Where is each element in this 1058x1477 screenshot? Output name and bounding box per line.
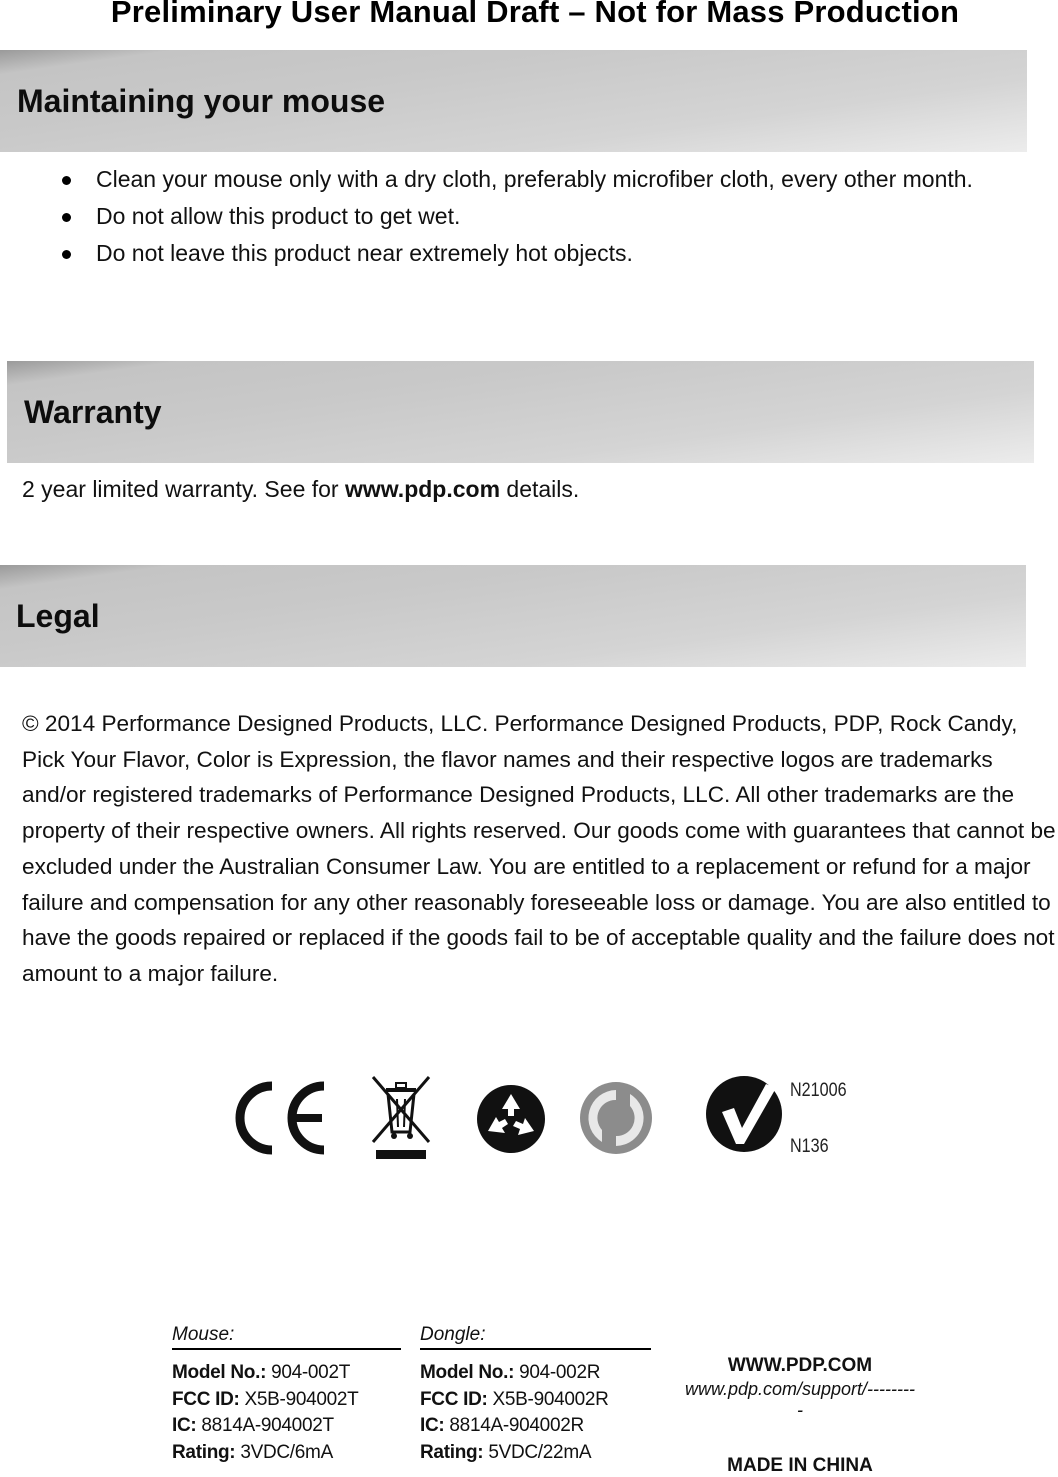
ic-label: IC:: [420, 1415, 445, 1436]
maintaining-header: [0, 50, 1027, 152]
warranty-text-after: details.: [500, 476, 580, 502]
dongle-ic-row: [420, 1413, 651, 1440]
document-title: Preliminary User Manual Draft – Not for Mass Production: [110, 0, 960, 29]
contact-block: [682, 1355, 918, 1477]
ic-label: IC:: [172, 1415, 197, 1436]
mouse-rating-row: [172, 1440, 401, 1467]
rating-label: Rating:: [172, 1441, 236, 1463]
model-label: Model No.:: [420, 1362, 515, 1383]
list-item: Clean your mouse only with a dry cloth, preferably microfiber cloth, every other month.: [96, 162, 1058, 197]
dongle-rating-row: [420, 1440, 651, 1467]
origin-label: MADE IN CHINA: [727, 1455, 873, 1476]
mouse-fcc-row: [172, 1387, 401, 1414]
legal-header: [0, 565, 1026, 667]
dongle-fcc-row: [420, 1387, 651, 1414]
mouse-ic-row: [172, 1413, 401, 1440]
dongle-specs-heading: Dongle:: [420, 1324, 651, 1350]
warranty-heading: Warranty: [24, 393, 162, 430]
ic-value: 8814A-904002R: [444, 1415, 584, 1436]
legal-text: © 2014 Performance Designed Products, LLC. Performance Designed Products, PDP, Rock Candy, Pick Your Flavor, Color is Expression, the flavor names and their respective logos are trademarks and/or registered trademarks of Performance Designed Products, LLC. All other trademarks are the property of their respective owners. All rights reserved. Our goods come with guarantees that cannot be excluded under the Australian Consumer Law. You are entitled to a replacement or refund for a major failure and compensation for any other reasonably foreseeable loss or damage. You are also entitled to have the goods repaired or replaced if the goods fail to be of acceptable quality and the failure does not amount to a major failure.: [22, 711, 1056, 986]
certification-logos: [0, 1060, 1058, 1180]
warranty-text: [22, 476, 579, 503]
warranty-header: [7, 361, 1034, 463]
c-tick-code-2: N136: [790, 1136, 829, 1157]
fcc-label: FCC ID:: [420, 1388, 488, 1410]
warranty-link[interactable]: www.pdp.com: [344, 476, 501, 502]
c-tick-code-1: N21006: [790, 1080, 847, 1101]
mouse-model-row: [172, 1360, 401, 1387]
weee-crossed-bin-icon: [370, 1074, 432, 1162]
fcc-label: FCC ID:: [172, 1388, 240, 1410]
website-label[interactable]: WWW.PDP.COM: [727, 1355, 873, 1376]
recycle-icon: [474, 1082, 548, 1156]
ce-mark-icon: [234, 1078, 330, 1158]
dongle-specs: [420, 1324, 651, 1466]
list-item: Do not allow this product to get wet.: [96, 199, 1058, 234]
rating-label: Rating:: [420, 1441, 484, 1463]
maintaining-heading: Maintaining your mouse: [17, 82, 386, 119]
c-tick-icon: [704, 1072, 788, 1156]
green-dot-icon: [578, 1080, 654, 1156]
model-label: Model No.:: [172, 1362, 267, 1383]
support-url[interactable]: www.pdp.com/support/---------: [684, 1379, 916, 1420]
mouse-specs-heading: Mouse:: [172, 1324, 401, 1350]
fcc-value: X5B-904002R: [487, 1388, 609, 1410]
maintenance-list: [56, 162, 1058, 273]
rating-value: 5VDC/22mA: [483, 1441, 592, 1463]
warranty-text-before: 2 year limited warranty. See for: [22, 476, 345, 502]
dongle-model-row: [420, 1360, 651, 1387]
model-value: 904-002R: [514, 1362, 601, 1383]
fcc-value: X5B-904002T: [239, 1388, 359, 1410]
list-item: Do not leave this product near extremely hot objects.: [96, 236, 1058, 271]
model-value: 904-002T: [266, 1362, 351, 1383]
mouse-specs: [172, 1324, 401, 1466]
ic-value: 8814A-904002T: [196, 1415, 334, 1436]
rating-value: 3VDC/6mA: [235, 1441, 333, 1463]
legal-heading: Legal: [16, 597, 100, 634]
